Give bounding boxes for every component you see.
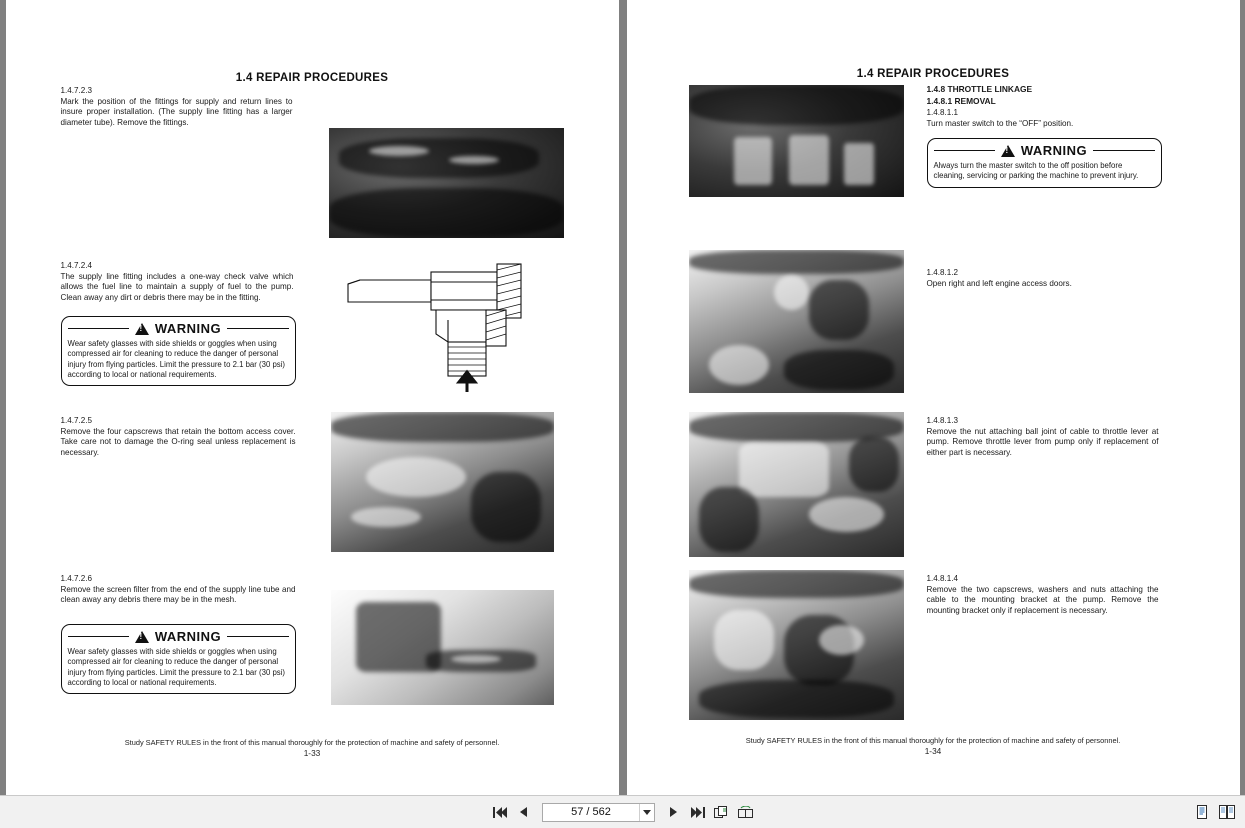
page-title: 1.4 REPAIR PROCEDURES <box>856 68 1010 80</box>
procedure-block <box>927 574 1159 616</box>
first-page-button[interactable] <box>491 803 508 822</box>
throttle-lever-pump-photo <box>689 412 904 557</box>
section-heading-text: 1.4.8 THROTTLE LINKAGE <box>926 84 1033 94</box>
master-switch-photo <box>689 85 904 197</box>
screen-filter-photo <box>331 590 554 705</box>
page-left[interactable] <box>6 0 619 795</box>
warning-title-row <box>934 143 1155 158</box>
warning-label: WARNING <box>1020 143 1088 158</box>
procedure-block <box>61 574 296 606</box>
procedure-number: 1.4.8.1.1 <box>926 108 959 117</box>
facing-page-view-icon[interactable] <box>1218 803 1235 822</box>
procedure-number: 1.4.8.1.4 <box>926 574 959 583</box>
section-subheading <box>927 96 1159 107</box>
procedure-number: 1.4.8.1.2 <box>926 268 959 277</box>
warning-text: Always turn the master switch to the off position before cleaning, servicing or parking the machine to prevent injury. <box>933 161 1139 181</box>
toolbar-right-group <box>1193 803 1235 822</box>
engine-access-door-photo <box>689 250 904 393</box>
procedure-text: Open right and left engine access doors. <box>926 278 1072 288</box>
procedure-block <box>61 416 296 458</box>
warning-label: WARNING <box>154 629 222 644</box>
page-number-field[interactable] <box>542 803 655 822</box>
procedure-text: Mark the position of the fittings for supply and return lines to insure proper installation. (The supply line fitting has a larger diameter tube). Remove the fittings. <box>60 96 293 127</box>
procedure-number: 1.4.8.1.3 <box>926 416 959 425</box>
procedure-block <box>927 416 1159 458</box>
procedure-number: 1.4.7.2.5 <box>60 416 93 425</box>
last-page-button[interactable] <box>689 803 706 822</box>
copy-pages-icon[interactable] <box>713 803 730 822</box>
procedure-number: 1.4.7.2.6 <box>60 574 93 583</box>
procedure-text: Remove the two capscrews, washers and nuts attaching the cable to the mounting bracket at the pump. Remove the mounting bracket only if replacement is necessary. <box>926 584 1159 615</box>
cable-mounting-bracket-photo <box>689 570 904 720</box>
procedure-text: Remove the screen filter from the end of the supply line tube and clean away any debris there may be in the mesh. <box>60 584 296 605</box>
viewer-toolbar <box>0 795 1245 828</box>
warning-label: WARNING <box>154 321 222 336</box>
chevron-down-icon[interactable] <box>639 804 654 821</box>
procedure-text: Remove the nut attaching ball joint of cable to throttle lever at pump. Remove throttle lever from pump only if replacement of either part is necessary. <box>926 426 1159 457</box>
rotate-pages-icon[interactable] <box>737 803 754 822</box>
procedure-number: 1.4.7.2.4 <box>60 261 93 270</box>
warning-text: Wear safety glasses with side shields or goggles when using compressed air for cleaning to reduce the danger of personal injury from flying particles. Limit the pressure to 2.1 bar (30 psi) according to local or national requirements. <box>67 339 286 380</box>
section-heading <box>927 84 1159 95</box>
fuel-tank-photo <box>329 128 564 238</box>
procedure-block <box>61 261 294 303</box>
page-number-input[interactable] <box>543 804 639 821</box>
warning-text: Wear safety glasses with side shields or goggles when using compressed air for cleaning to reduce the danger of personal injury from flying particles. Limit the pressure to 2.1 bar (30 psi) according to local or national requirements. <box>67 647 286 688</box>
previous-page-button[interactable] <box>515 803 532 822</box>
bottom-access-cover-photo <box>331 412 554 552</box>
procedure-number: 1.4.7.2.3 <box>60 86 93 95</box>
procedure-text: Turn master switch to the “OFF” position. <box>926 118 1074 128</box>
page-footer-note: Study SAFETY RULES in the front of this manual thoroughly for the protection of machine and safety of personnel. <box>124 738 500 747</box>
page-right[interactable] <box>627 0 1240 795</box>
warning-box <box>61 624 296 694</box>
procedure-text: The supply line fitting includes a one-way check valve which allows the fuel line to maintain a supply of fuel to the pump. Clean away any dirt or debris there may be in the fitting. <box>60 271 294 302</box>
procedure-block <box>61 86 293 128</box>
warning-box <box>927 138 1162 188</box>
next-page-button[interactable] <box>665 803 682 822</box>
procedure-block <box>927 108 1159 129</box>
warning-title-row <box>68 629 289 644</box>
page-footer-note: Study SAFETY RULES in the front of this manual thoroughly for the protection of machine and safety of personnel. <box>745 736 1121 745</box>
section-subheading-text: 1.4.8.1 REMOVAL <box>926 96 996 106</box>
warning-box <box>61 316 296 386</box>
warning-triangle-icon <box>135 323 149 335</box>
warning-triangle-icon <box>135 631 149 643</box>
procedure-block <box>927 268 1159 289</box>
page-number: 1-34 <box>924 746 942 756</box>
page-title: 1.4 REPAIR PROCEDURES <box>235 72 389 84</box>
page-number: 1-33 <box>303 748 321 758</box>
warning-triangle-icon <box>1001 145 1015 157</box>
check-valve-fitting-diagram <box>336 250 561 395</box>
procedure-text: Remove the four capscrews that retain the bottom access cover. Take care not to damage the O-ring seal unless replacement is necessary. <box>60 426 296 457</box>
single-page-view-icon[interactable] <box>1193 803 1210 822</box>
warning-title-row <box>68 321 289 336</box>
